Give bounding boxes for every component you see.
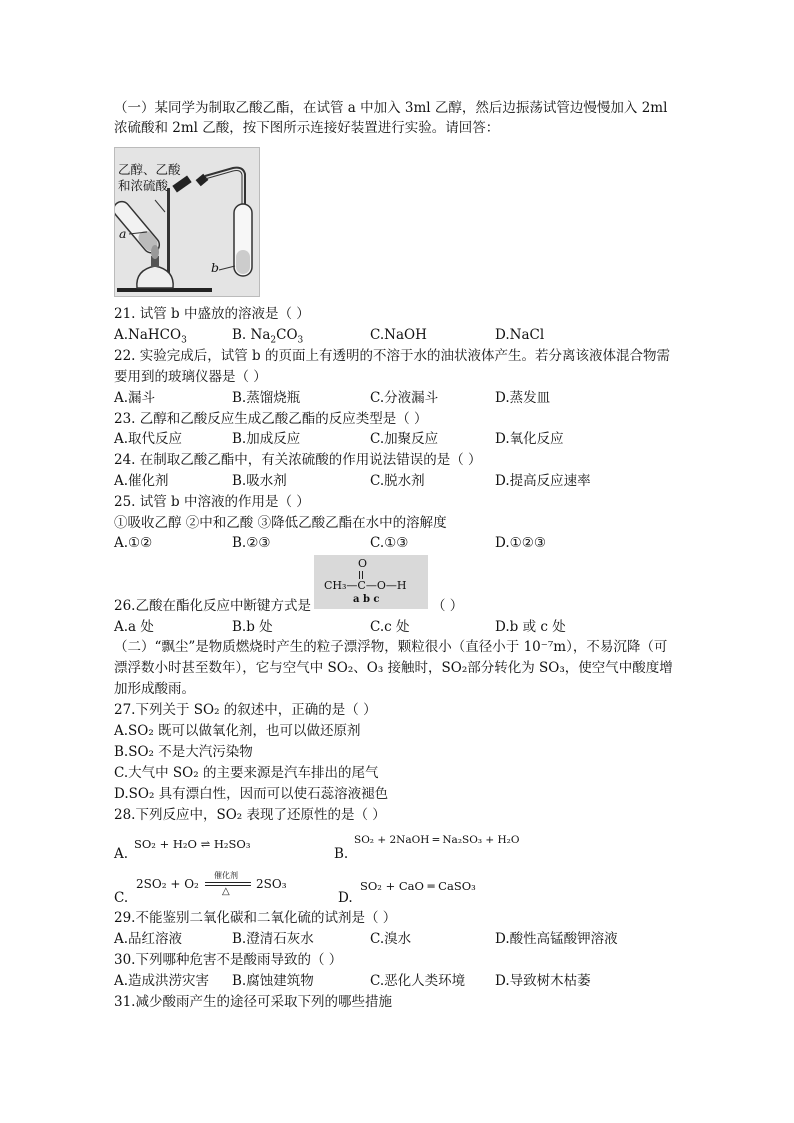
q27-option-a: A.SO₂ 既可以做氧化剂，也可以做还原剂 — [114, 723, 361, 739]
q25-option-b: B.②③ — [232, 535, 271, 551]
q21-option-b: B. $Na_2CO_3$ — [232, 327, 304, 346]
q26-paren: （ ） — [432, 598, 464, 614]
q29-option-b: B.澄清石灰水 — [232, 931, 314, 947]
q25-option-d: D.①②③ — [495, 535, 546, 551]
q24-stem: 24. 在制取乙酸乙酯中，有关浓硫酸的作用说法错误的是（ ） — [114, 452, 482, 468]
q26-options — [114, 618, 694, 636]
structure-double-bond — [359, 571, 363, 579]
q22-options — [114, 389, 694, 407]
q29-option-a: A.品红溶液 — [114, 931, 183, 947]
q21-options — [114, 326, 694, 344]
q29-options — [114, 930, 694, 948]
apparatus-figure — [114, 147, 260, 297]
q27-stem: 27.下列关于 SO₂ 的叙述中，正确的是（ ） — [114, 702, 377, 718]
figure-label-mixture-1: 乙醇、乙酸 — [118, 162, 181, 177]
q29-option-c: C.溴水 — [370, 931, 412, 947]
q23-option-b: B.加成反应 — [232, 431, 301, 447]
section2-paragraph-line3: 加形成酸雨。 — [114, 681, 195, 697]
q28-option-a-label: A. — [114, 846, 129, 862]
q28-option-c-label: C. — [114, 890, 129, 906]
q27-option-b: B.SO₂ 不是大汽污染物 — [114, 744, 253, 760]
q23-option-a: A.取代反应 — [114, 431, 183, 447]
q25-option-c: C.①③ — [370, 535, 409, 551]
q27-option-d: D.SO₂ 具有漂白性，因而可以使石蕊溶液褪色 — [114, 786, 389, 802]
q23-options — [114, 430, 694, 448]
q24-option-c: C.脱水剂 — [370, 473, 425, 489]
q22-option-a: A.漏斗 — [114, 390, 156, 406]
q28-option-c-right: 2SO₃ — [256, 877, 287, 891]
q30-stem: 30.下列哪种危害不是酸雨导致的（ ） — [114, 952, 343, 968]
q28-option-a-equation: SO₂ + H₂O ⇌ H₂SO₃ — [134, 837, 251, 851]
q22-option-c: C.分液漏斗 — [370, 390, 439, 406]
q24-options — [114, 472, 694, 490]
q23-stem: 23. 乙醇和乙酸反应生成乙酸乙酯的反应类型是（ ） — [114, 411, 428, 427]
q28-option-c-heat: △ — [222, 886, 230, 897]
q26-stem: 26.乙酸在酯化反应中断键方式是 — [114, 598, 311, 614]
figure-label-a: a — [119, 226, 127, 241]
q30-options — [114, 972, 694, 990]
q21-option-a: A.NaHCO$_3$ — [114, 327, 187, 346]
q26-option-a: A.a 处 — [114, 619, 154, 635]
q28-option-d-equation: SO₂ + CaO ═ CaSO₃ — [360, 879, 476, 893]
q28-option-c-left: 2SO₂ + O₂ — [136, 877, 199, 891]
q30-option-a: A.造成洪涝灾害 — [114, 973, 210, 989]
q22-option-d: D.蒸发皿 — [495, 390, 551, 406]
acetic-acid-structure — [314, 555, 428, 609]
q21-option-d: D.NaCl — [495, 327, 545, 343]
q23-option-d: D.氧化反应 — [495, 431, 564, 447]
q24-option-d: D.提高反应速率 — [495, 473, 591, 489]
q22-option-b: B.蒸馏烧瓶 — [232, 390, 301, 406]
section1-intro-line2: 浓硫酸和 2ml 乙酸，按下图所示连接好装置进行实验。请回答： — [114, 120, 500, 136]
q30-option-b: B.腐蚀建筑物 — [232, 973, 314, 989]
q24-option-b: B.吸水剂 — [232, 473, 287, 489]
q28-stem: 28.下列反应中，SO₂ 表现了还原性的是（ ） — [114, 807, 386, 823]
q28-option-b-label: B. — [334, 846, 349, 862]
q28-option-c-arrow — [205, 882, 251, 883]
q22-stem-line2: 要用到的玻璃仪器是（ ） — [114, 369, 267, 385]
section2-paragraph-line2: 漂浮数小时甚至数年），它与空气中 SO₂、O₃ 接触时，SO₂部分转化为 SO₃，使空气中酸度增 — [114, 660, 673, 676]
figure-label-mixture-2: 和浓硫酸 — [118, 178, 169, 193]
q26-option-d: D.b 或 c 处 — [495, 619, 566, 635]
section2-paragraph-line1: （二）“飘尘”是物质燃烧时产生的粒子漂浮物，颗粒很小（直径小于 10⁻⁷m），不易沉降（可 — [114, 639, 668, 655]
structure-oxygen: O — [358, 557, 368, 570]
q30-option-c: C.恶化人类环境 — [370, 973, 466, 989]
q26-option-c: C.c 处 — [370, 619, 410, 635]
q31-stem: 31.减少酸雨产生的途径可采取下列的哪些措施 — [114, 994, 392, 1010]
q27-option-c: C.大气中 SO₂ 的主要来源是汽车排出的尾气 — [114, 765, 379, 781]
structure-bond-labels: a b c — [353, 594, 380, 605]
q28-option-b-equation: SO₂ + 2NaOH ═ Na₂SO₃ + H₂O — [354, 834, 520, 846]
q28-option-c-catalyst: 催化剂 — [214, 871, 238, 880]
q25-option-a: A.①② — [114, 535, 153, 551]
q25-items: ①吸收乙醇 ②中和乙酸 ③降低乙酸乙酯在水中的溶解度 — [114, 515, 447, 531]
q30-option-d: D.导致树木枯萎 — [495, 973, 591, 989]
q29-option-d: D.酸性高锰酸钾溶液 — [495, 931, 618, 947]
q23-option-c: C.加聚反应 — [370, 431, 439, 447]
q29-stem: 29.不能鉴别二氧化碳和二氧化硫的试剂是（ ） — [114, 910, 397, 926]
q26-option-b: B.b 处 — [232, 619, 273, 635]
q22-stem-line1: 22. 实验完成后，试管 b 的页面上有透明的不溶于水的油状液体产生。若分离该液体混合物需 — [114, 348, 670, 364]
structure-main: CH₃—C—O—H — [324, 579, 407, 592]
q25-options — [114, 534, 694, 552]
q28-option-d-label: D. — [338, 890, 353, 906]
q25-stem: 25. 试管 b 中溶液的作用是（ ） — [114, 494, 310, 510]
q24-option-a: A.催化剂 — [114, 473, 169, 489]
section1-intro-line1: （一）某同学为制取乙酸乙酯，在试管 a 中加入 3ml 乙醇，然后边振荡试管边慢慢加入 2ml — [114, 100, 668, 116]
figure-label-b: b — [211, 260, 220, 275]
q21-option-c: C.NaOH — [370, 327, 427, 343]
q21-stem: 21. 试管 b 中盛放的溶液是（ ） — [114, 306, 310, 322]
